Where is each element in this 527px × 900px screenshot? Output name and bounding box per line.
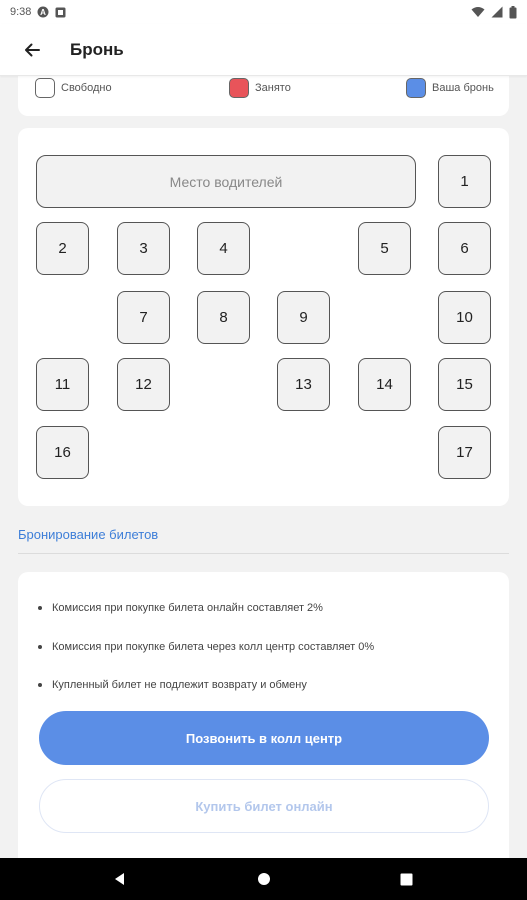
booking-section-title[interactable]: Бронирование билетов bbox=[18, 527, 159, 542]
nav-home-button[interactable] bbox=[252, 867, 276, 891]
seat-5[interactable]: 5 bbox=[358, 222, 411, 275]
seat-16[interactable]: 16 bbox=[36, 426, 89, 479]
seat-8[interactable]: 8 bbox=[197, 291, 250, 344]
battery-icon bbox=[509, 6, 517, 19]
seat-1[interactable]: 1 bbox=[438, 155, 491, 208]
seat-3[interactable]: 3 bbox=[117, 222, 170, 275]
legend-item-free bbox=[35, 78, 112, 98]
seat-6[interactable]: 6 bbox=[438, 222, 491, 275]
buy-online-button[interactable]: Купить билет онлайн bbox=[39, 779, 489, 833]
a-badge-icon bbox=[37, 6, 49, 18]
info-bullet-no-refund bbox=[38, 679, 307, 691]
seat-12[interactable]: 12 bbox=[117, 358, 170, 411]
arrow-back-icon bbox=[23, 41, 41, 59]
status-left bbox=[10, 6, 66, 18]
signal-icon bbox=[491, 6, 503, 18]
info-bullet-callcenter-fee bbox=[38, 641, 374, 653]
app-bar bbox=[0, 24, 527, 76]
seat-2[interactable]: 2 bbox=[36, 222, 89, 275]
legend-swatch-occupied bbox=[229, 78, 249, 98]
legend-item-occupied bbox=[229, 78, 291, 98]
bullet-dot-icon bbox=[38, 645, 42, 649]
nav-recents-button[interactable] bbox=[394, 867, 418, 891]
bullet-text: Купленный билет не подлежит возврату и обмену bbox=[52, 679, 307, 691]
circle-home-icon bbox=[257, 872, 271, 886]
seat-11[interactable]: 11 bbox=[36, 358, 89, 411]
bullet-text: Комиссия при покупке билета через колл центр составляет 0% bbox=[52, 641, 375, 653]
legend-label-yours: Ваша бронь bbox=[432, 82, 494, 94]
notification-icon bbox=[55, 7, 66, 18]
seat-4[interactable]: 4 bbox=[197, 222, 250, 275]
wifi-icon bbox=[471, 6, 485, 18]
seat-10[interactable]: 10 bbox=[438, 291, 491, 344]
section-divider bbox=[18, 553, 509, 554]
nav-back-button[interactable] bbox=[108, 867, 132, 891]
triangle-back-icon bbox=[113, 872, 127, 886]
seat-15[interactable]: 15 bbox=[438, 358, 491, 411]
legend-label-occupied: Занято bbox=[255, 82, 291, 94]
seat-13[interactable]: 13 bbox=[277, 358, 330, 411]
svg-text:A: A bbox=[40, 8, 47, 17]
system-nav-bar bbox=[0, 858, 527, 900]
legend-swatch-yours bbox=[406, 78, 426, 98]
bullet-dot-icon bbox=[38, 606, 42, 610]
bullet-text: Комиссия при покупке билета онлайн составляет 2% bbox=[52, 602, 323, 614]
bullet-dot-icon bbox=[38, 683, 42, 687]
legend-swatch-free bbox=[35, 78, 55, 98]
square-recents-icon bbox=[400, 873, 413, 886]
seat-14[interactable]: 14 bbox=[358, 358, 411, 411]
driver-seat: Место водителей bbox=[36, 155, 416, 208]
seat-7[interactable]: 7 bbox=[117, 291, 170, 344]
info-bullet-online-fee bbox=[38, 602, 323, 614]
back-button[interactable] bbox=[12, 30, 52, 70]
call-center-button[interactable]: Позвонить в колл центр bbox=[39, 711, 489, 765]
seat-map-card bbox=[18, 128, 509, 506]
status-bar bbox=[0, 0, 527, 24]
legend-label-free: Свободно bbox=[61, 82, 112, 94]
page-title: Бронь bbox=[70, 39, 124, 59]
status-right bbox=[471, 6, 517, 19]
seat-9[interactable]: 9 bbox=[277, 291, 330, 344]
seat-17[interactable]: 17 bbox=[438, 426, 491, 479]
legend-item-yours bbox=[406, 78, 494, 98]
info-card bbox=[18, 572, 509, 862]
status-time: 9:38 bbox=[10, 6, 32, 18]
